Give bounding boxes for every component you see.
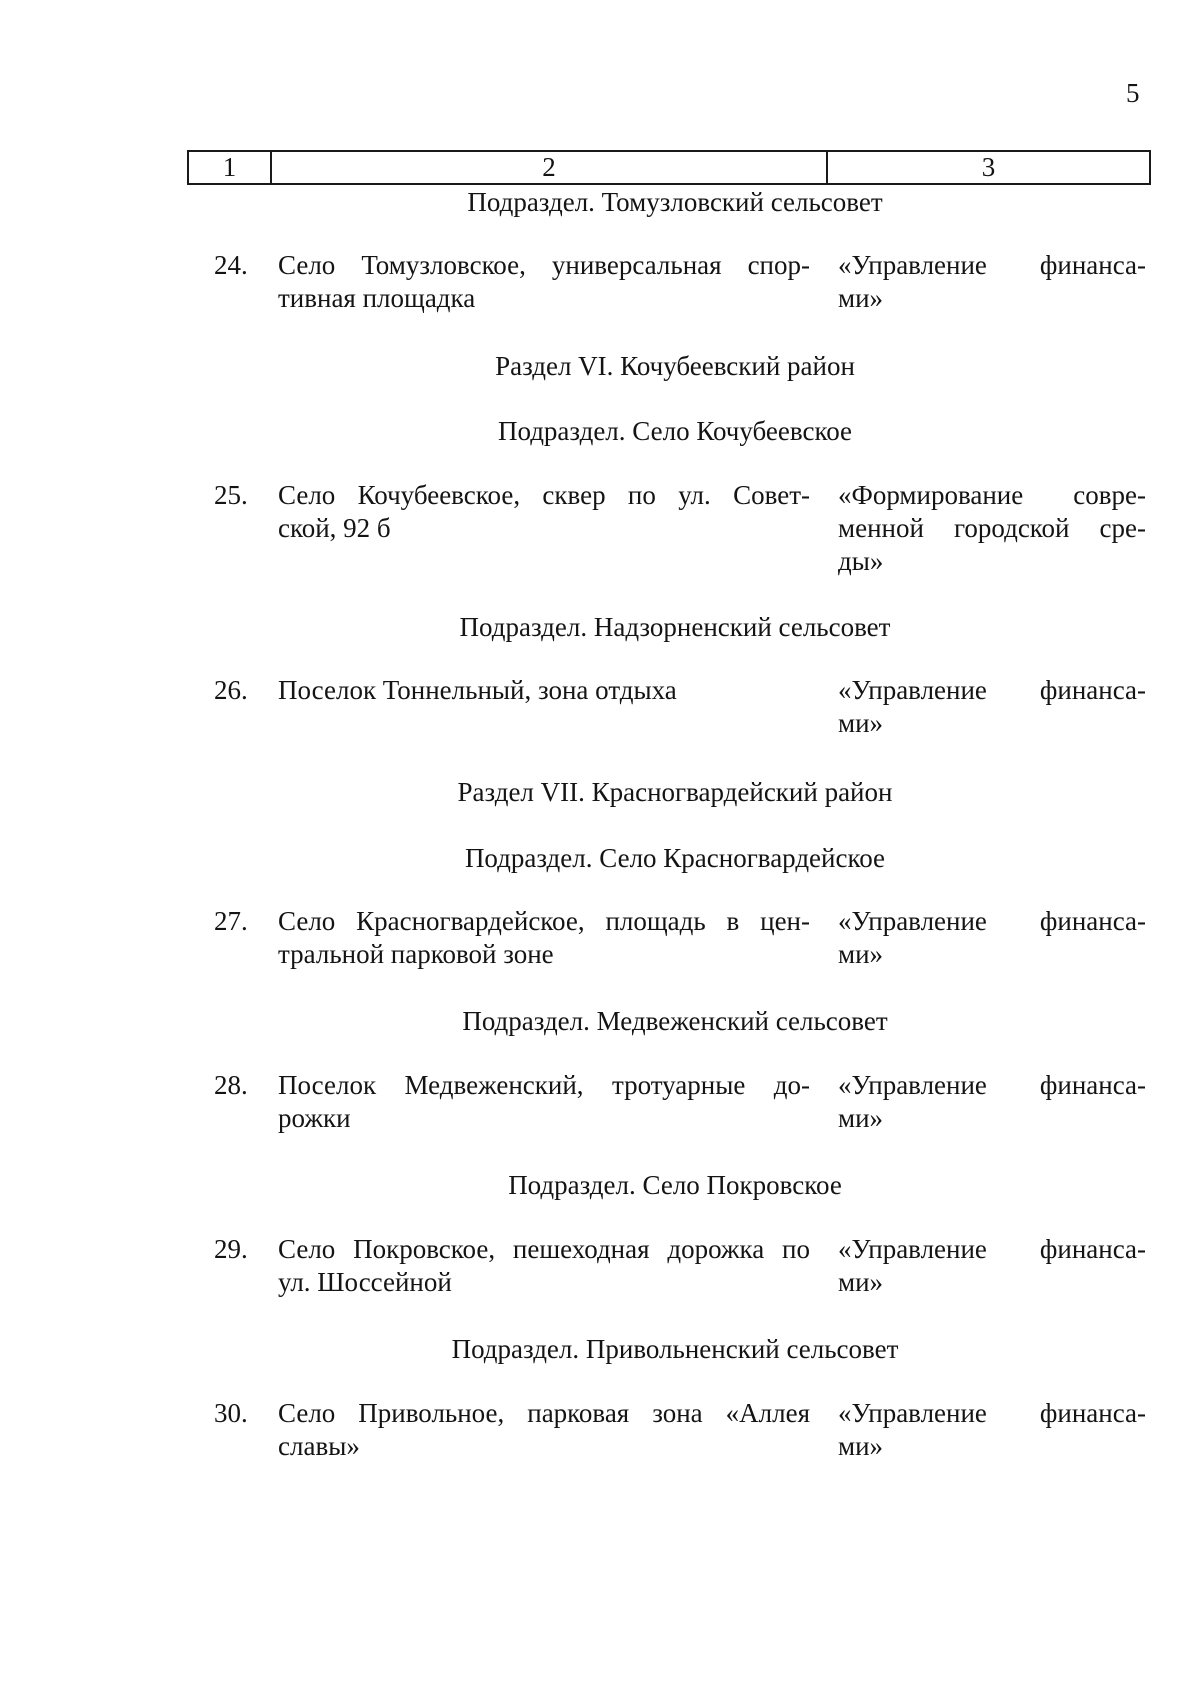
item-program [838,1397,1146,1463]
item-program [838,249,1146,315]
list-item [200,905,1150,1005]
program-line: «Управление финанса- [838,1234,1146,1264]
description-line: Село Томузловское, универсальная спор- [278,250,810,280]
item-description [278,1233,810,1299]
program-line: «Формирование совре- [838,480,1146,510]
program-line: «Управление финанса- [838,250,1146,280]
list-item [200,479,1150,579]
program-line: ми» [838,283,884,313]
item-number: 25. [214,480,248,510]
program-line: «Управление финанса- [838,1398,1146,1428]
item-description [278,1397,810,1463]
description-line: Село Покровское, пешеходная дорожка по [278,1234,810,1264]
subsection-heading: Подраздел. Привольненский сельсовет [451,1334,899,1364]
subsection-heading: Подраздел. Томузловский сельсовет [467,187,883,217]
list-item [200,249,1150,349]
column-header-1: 1 [189,152,272,183]
description-line: рожки [278,1103,351,1133]
list-item [200,674,1150,774]
description-line: тральной парковой зоне [278,939,554,969]
list-item [200,1069,1150,1169]
description-line: Село Кочубеевское, сквер по ул. Совет- [278,480,810,510]
subsection-heading: Подраздел. Село Кочубеевское [497,416,853,446]
item-program [838,1069,1146,1135]
program-line: «Управление финанса- [838,906,1146,936]
description-line: славы» [278,1431,360,1461]
item-number: 30. [214,1398,248,1428]
item-number: 24. [214,250,248,280]
item-description [278,249,810,315]
section-heading: Раздел VI. Кочубеевский район [495,351,855,381]
subsection-heading: Подраздел. Село Красногвардейское [464,843,886,873]
program-line: ми» [838,708,884,738]
program-line: ми» [838,939,884,969]
description-line: ул. Шоссейной [278,1267,452,1297]
list-item [200,1233,1150,1333]
program-line: ми» [838,1431,884,1461]
description-line: Село Привольное, парковая зона «Аллея [278,1398,810,1428]
item-number: 26. [214,675,248,705]
description-line: тивная площадка [278,283,476,313]
page-number: 5 [1126,78,1140,108]
subsection-heading: Подраздел. Надзорненский сельсовет [459,612,891,642]
description-line: ской, 92 б [278,513,391,543]
subsection-heading: Подраздел. Медвеженский сельсовет [462,1006,888,1036]
program-line: менной городской сре- [838,513,1146,543]
section-heading: Раздел VII. Красногвардейский район [457,777,893,807]
list-item [200,1397,1150,1497]
item-program [838,1233,1146,1299]
subsection-heading: Подраздел. Село Покровское [508,1170,842,1200]
program-line: ды» [838,546,884,576]
item-program [838,674,1146,740]
item-description [278,1069,810,1135]
description-line: Поселок Медвеженский, тротуарные до- [278,1070,810,1100]
program-line: «Управление финанса- [838,1070,1146,1100]
description-line: Поселок Тоннельный, зона отдыха [278,675,677,705]
column-number-header [187,150,1151,185]
program-line: ми» [838,1103,884,1133]
program-line: «Управление финанса- [838,675,1146,705]
item-description [278,674,810,707]
item-number: 27. [214,906,248,936]
item-description [278,479,810,545]
item-number: 29. [214,1234,248,1264]
column-header-2: 2 [272,152,828,183]
item-number: 28. [214,1070,248,1100]
column-header-3: 3 [981,152,996,182]
item-program [838,905,1146,971]
item-program [838,479,1146,578]
description-line: Село Красногвардейское, площадь в цен- [278,906,810,936]
program-line: ми» [838,1267,884,1297]
item-description [278,905,810,971]
